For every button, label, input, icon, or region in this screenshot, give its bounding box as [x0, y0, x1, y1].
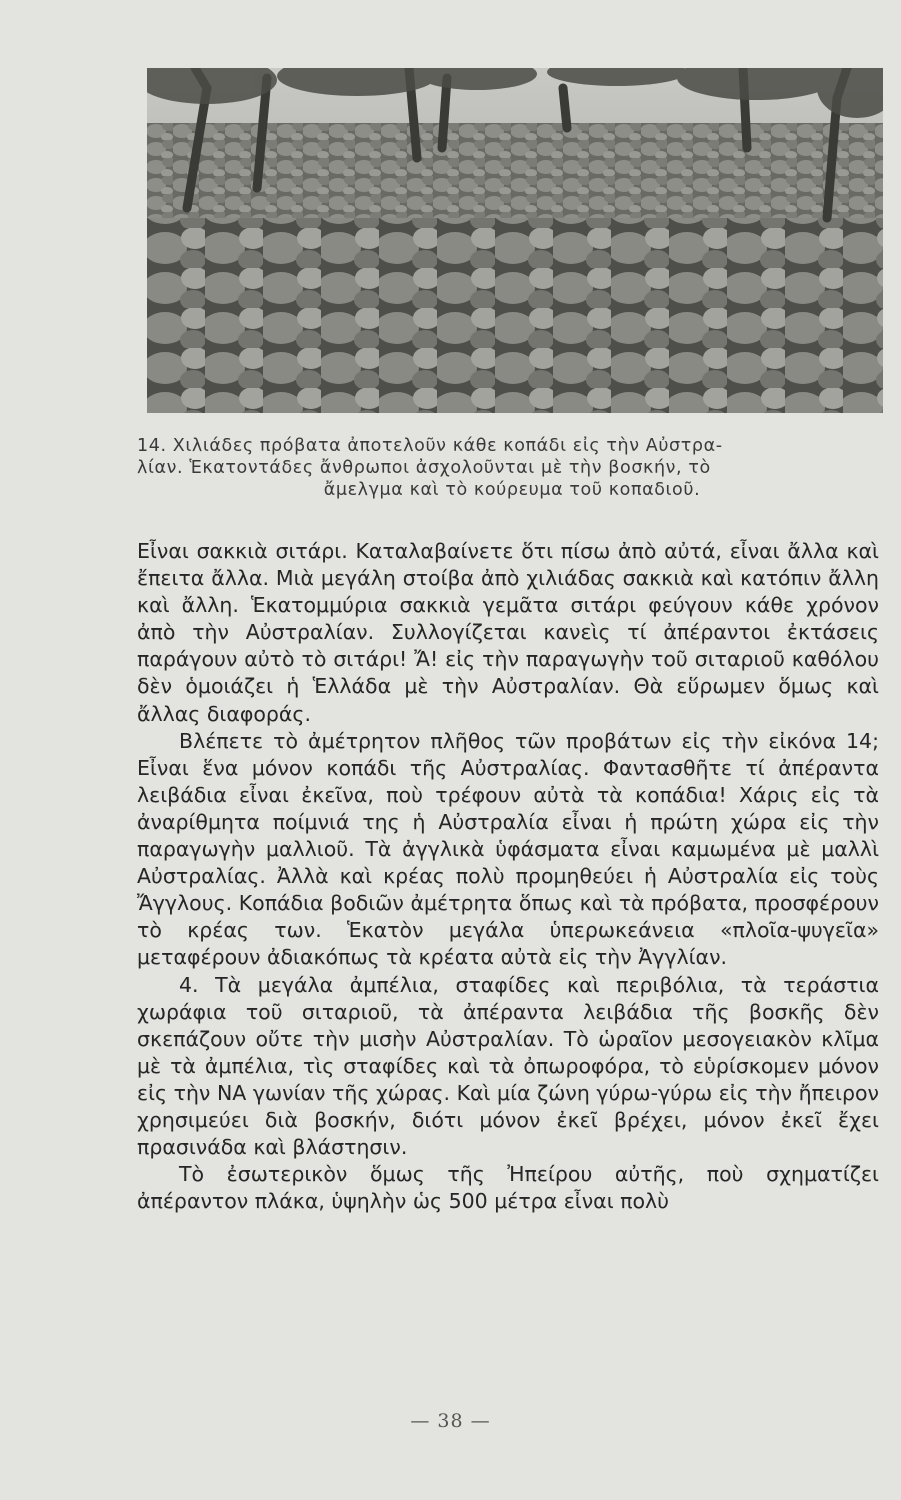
page-number: — 38 —	[410, 1410, 491, 1432]
paragraph-section-4: 4. Τὰ μεγάλα ἀμπέλια, σταφίδες καὶ περιβόλια, τὰ τεράστια χωράφια τοῦ σιταριοῦ, τὰ ἀπέραντα λειβάδια τῆς βοσκῆς δὲν σκεπάζουν οὔτε τὴν μισὴν Αὐστραλίαν. Τὸ ὡραῖον μεσογειακὸν κλῖμα μὲ τὰ ἀμπέλια, τὶς σταφίδες καὶ τὰ ὀπωροφόρα, τὸ εὑρίσκομεν μόνον εἰς τὴν ΝΑ γωνίαν τῆς χώρας. Καὶ μία ζώνη γύρω-γύρω εἰς τὴν ἤπειρον χρησιμεύει διὰ βοσκήν, διότι μόνον ἐκεῖ βρέχει, μόνον ἐκεῖ ἔχει πρασινάδα καὶ βλάστησιν.	[137, 972, 879, 1160]
caption-line-2: λίαν. Ἑκατοντάδες ἄνθρωποι ἀσχολοῦνται μὲ τὴν βοσκήν, τὸ	[137, 458, 711, 478]
figure-caption	[137, 435, 887, 501]
photo-illustration	[147, 68, 883, 413]
paragraph-sheep: Βλέπετε τὸ ἀμέτρητον πλῆθος τῶν προβάτων εἰς τὴν εἰκόνα 14; Εἶναι ἕνα μόνον κοπάδι τῆς Αὐστραλίας. Φαντασθῆτε τί ἀπέραντα λειβάδια εἶναι ἐκεῖνα, ποὺ τρέφουν αὐτὰ τὰ κοπάδια! Χάρις εἰς τὰ ἀναρίθμητα ποίμνιά της ἡ Αὐστραλία εἶναι ἡ πρώτη χώρα εἰς τὴν παραγωγὴν μαλλιοῦ. Τὰ ἀγγλικὰ ὑφάσματα εἶναι καμωμένα μὲ μαλλὶ Αὐστραλίας. Ἀλλὰ καὶ κρέας πολὺ προμηθεύει ἡ Αὐστραλία εἰς τοὺς Ἄγγλους. Κοπάδια βοδιῶν ἀμέτρητα ὅπως καὶ τὰ πρόβατα, προσφέρουν τὸ κρέας των. Ἑκατὸν μεγάλα ὑπερωκεάνεια «πλοῖα-ψυγεῖα» μεταφέρουν ἀδιακόπως τὰ κρέατα αὐτὰ εἰς τὴν Ἀγγλίαν.	[137, 728, 879, 970]
paragraph-wheat: Εἶναι σακκιὰ σιτάρι. Καταλαβαίνετε ὅτι πίσω ἀπὸ αὐτά, εἶναι ἄλλα καὶ ἔπειτα ἄλλα. Μιὰ μεγάλη στοίβα ἀπὸ χιλιάδας σακκιὰ καὶ κατόπιν ἄλλη καὶ ἄλλη. Ἑκατομμύρια σακκιὰ γεμᾶτα σιτάρι φεύγουν κάθε χρόνον ἀπὸ τὴν Αὐστραλίαν. Συλλογίζεται κανεὶς τί ἀπέραντοι ἐκτάσεις παράγουν αὐτὸ τὸ σιτάρι! Ἄ! εἰς τὴν παραγωγὴν τοῦ σιταριοῦ καθόλου δὲν ὁμοιάζει ἡ Ἑλλάδα μὲ τὴν Αὐστραλίαν. Θὰ εὕρωμεν ὅμως καὶ ἄλλας διαφοράς.	[137, 539, 879, 726]
paragraph-interior: Τὸ ἐσωτερικὸν ὅμως τῆς Ἠπείρου αὐτῆς, ποὺ σχηματίζει ἀπέραντον πλάκα, ὑψηλὴν ὡς 500 μέτρα εἶναι πολὺ	[137, 1162, 879, 1214]
caption-line-3: ἄμελγμα καὶ τὸ κούρευμα τοῦ κοπαδιοῦ.	[323, 480, 701, 500]
caption-line-1: 14. Χιλιάδες πρόβατα ἀποτελοῦν κάθε κοπάδι εἰς τὴν Αὐστρα-	[137, 436, 723, 456]
body-text	[137, 538, 879, 1215]
sheep-flock-photo	[147, 68, 883, 413]
